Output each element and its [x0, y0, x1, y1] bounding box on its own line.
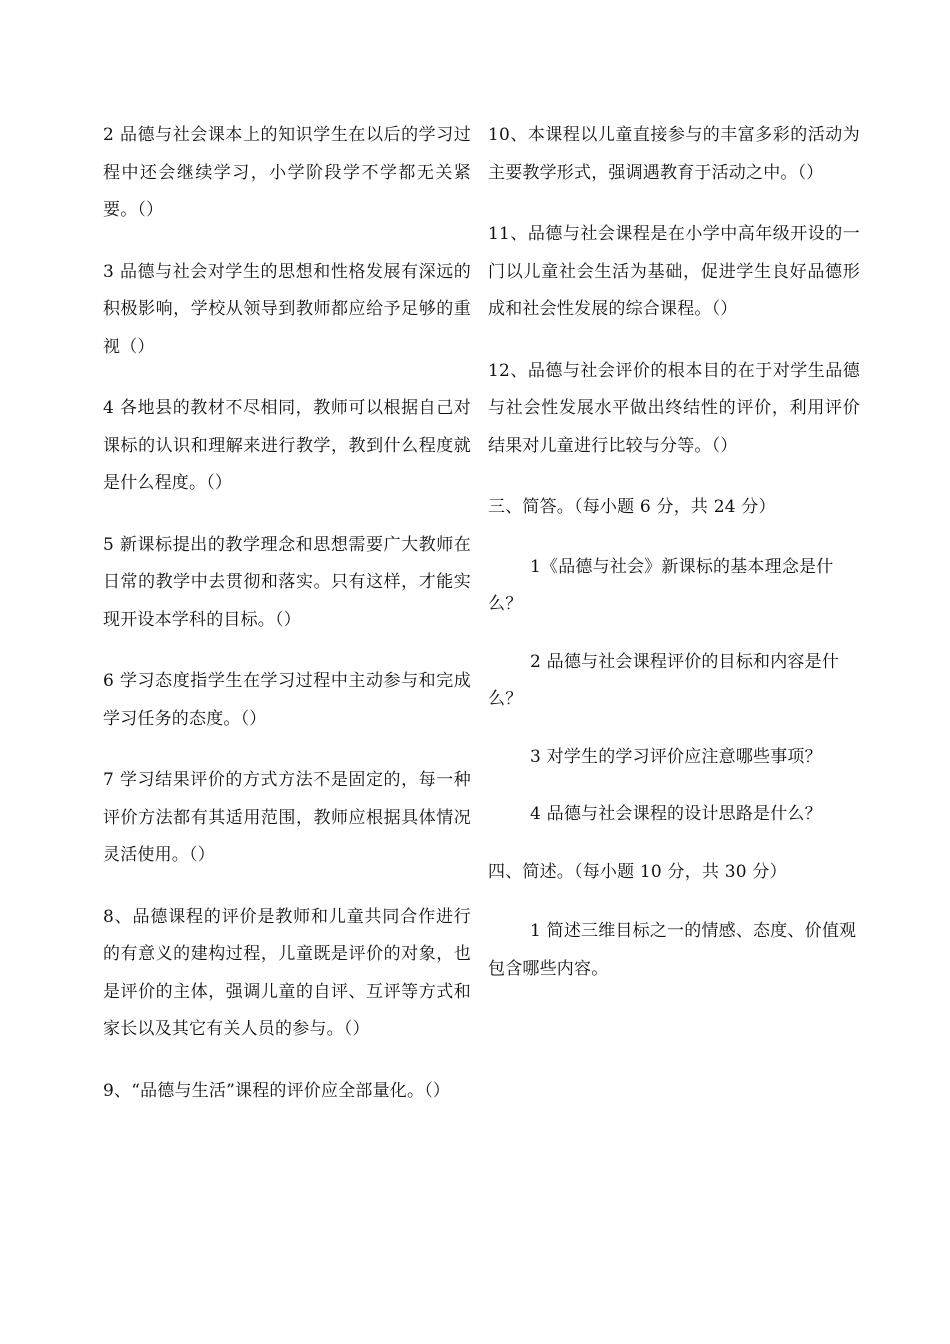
judgement-item-4: 4 各地县的教材不尽相同，教师可以根据自己对课标的认识和理解来进行教学，教到什么程度就是什么程度。（）: [103, 398, 471, 493]
short-answer-question-1: 1《品德与社会》新课标的基本理念是什么？: [488, 556, 834, 614]
short-answer-question-2: 2 品德与社会课程评价的目标和内容是什么？: [488, 651, 840, 709]
section-4-heading: 四、简述。（每小题 10 分，共 30 分）: [488, 861, 787, 882]
short-answer-question-4: 4 品德与社会课程的设计思路是什么？: [530, 804, 822, 824]
right-column: [488, 117, 860, 1008]
left-column: [103, 117, 471, 1134]
short-answer-question-3: 3 对学生的学习评价应注意哪些事项？: [530, 746, 822, 767]
judgement-item-12: 12、品德与社会评价的根本目的在于对学生品德与社会性发展水平做出终结性的评价，利用评价结果对儿童进行比较与分等。（）: [488, 360, 860, 456]
judgement-item-6: 6 学习态度指学生在学习过程中主动参与和完成学习任务的态度。（）: [103, 671, 471, 729]
judgement-item-7: 7 学习结果评价的方式方法不是固定的，每一种评价方法都有其适用范围，教师应根据具体情况灵活使用。（）: [103, 770, 471, 865]
judgement-item-9: 9、“品德与生活”课程的评价应全部量化。（）: [103, 1080, 451, 1101]
judgement-item-11: 11、品德与社会课程是在小学中高年级开设的一门以儿童社会生活为基础，促进学生良好品德形成和社会性发展的综合课程。（）: [488, 224, 860, 319]
essay-question-1: 1 简述三维目标之一的情感、态度、价值观包含哪些内容。: [488, 921, 857, 979]
section-3-heading: 三、简答。（每小题 6 分，共 24 分）: [488, 497, 776, 517]
judgement-item-5: 5 新课标提出的教学理念和思想需要广大教师在日常的教学中去贯彻和落实。只有这样，才能实现开设本学科的目标。（）: [103, 534, 471, 630]
judgement-item-2: 2 品德与社会课本上的知识学生在以后的学习过程中还会继续学习，小学阶段学不学都无关紧要。（）: [103, 125, 471, 220]
judgement-item-3: 3 品德与社会对学生的思想和性格发展有深远的积极影响，学校从领导到教师都应给予足够的重视（）: [103, 261, 471, 357]
judgement-item-8: 8、品德课程的评价是教师和儿童共同合作进行的有意义的建构过程，儿童既是评价的对象，也是评价的主体，强调儿童的自评、互评等方式和家长以及其它有关人员的参与。（）: [103, 906, 471, 1039]
judgement-item-10: 10、本课程以儿童直接参与的丰富多彩的活动为主要教学形式，强调遇教育于活动之中。（）: [488, 125, 860, 183]
